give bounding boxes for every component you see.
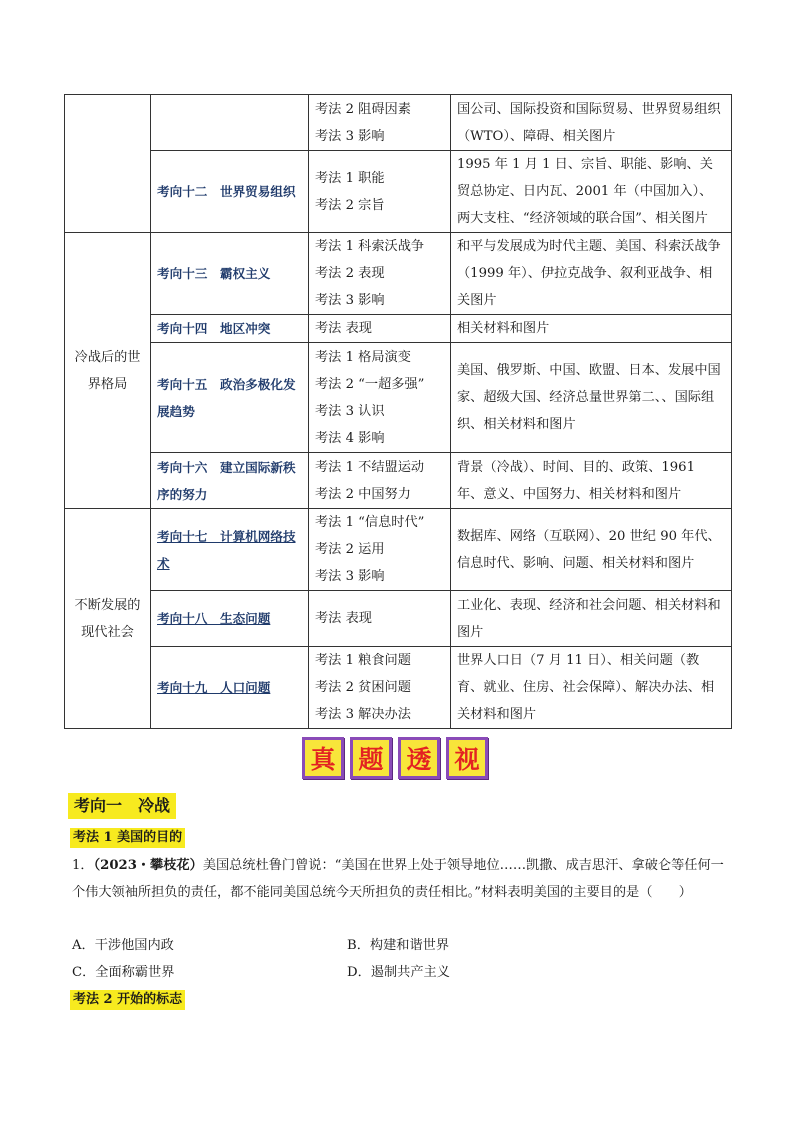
zhenti-toushi-banner xyxy=(302,737,494,779)
banner-tile: 题 xyxy=(350,737,392,779)
content-cell: 世界人口日（7 月 11 日）、相关问题（教育、就业、住房、社会保障）、解决办法、相关材料和图片 xyxy=(451,647,732,729)
banner-tile: 视 xyxy=(446,737,488,779)
methods-cell: 考法 1 粮食问题 考法 2 贫困问题 考法 3 解决办法 xyxy=(309,647,451,729)
direction-cell: 考向十四 地区冲突 xyxy=(151,315,309,343)
question-stem xyxy=(72,852,732,906)
table-row xyxy=(65,343,732,453)
methods-cell: 考法 1 科索沃战争 考法 2 表现 考法 3 影响 xyxy=(309,233,451,315)
section-cell xyxy=(65,95,151,233)
option-c[interactable]: C．全面称霸世界 xyxy=(72,965,175,980)
methods-cell: 考法 1 “信息时代” 考法 2 运用 考法 3 影响 xyxy=(309,509,451,591)
section-cell: 冷战后的世界格局 xyxy=(65,233,151,509)
option-d[interactable]: D．遏制共产主义 xyxy=(347,965,450,980)
table-row xyxy=(65,453,732,509)
content-cell: 背景（冷战）、时间、目的、政策、1961 年、意义、中国努力、相关材料和图片 xyxy=(451,453,732,509)
question-text: 美国总统杜鲁门曾说：“美国在世界上处于领导地位……凯撒、成吉思汗、拿破仑等任何一个伟大领袖所担负的责任，都不能同美国总统今天所担负的责任相比。”材料表明美国的主要目的是（ ） xyxy=(72,858,724,900)
table-row xyxy=(65,647,732,729)
direction-link[interactable]: 考向十七 计算机网络技术 xyxy=(151,509,309,591)
direction-cell xyxy=(151,95,309,151)
table-row xyxy=(65,509,732,591)
method-heading: 考法 1 美国的目的 xyxy=(70,828,185,848)
table-row xyxy=(65,315,732,343)
table-row xyxy=(65,151,732,233)
question-source: （2023・攀枝花） xyxy=(93,858,203,873)
banner-tile: 真 xyxy=(302,737,344,779)
table-row xyxy=(65,233,732,315)
table-row xyxy=(65,95,732,151)
methods-cell: 考法 1 职能 考法 2 宗旨 xyxy=(309,151,451,233)
direction-link[interactable]: 考向十八 生态问题 xyxy=(151,591,309,647)
methods-cell: 考法 表现 xyxy=(309,315,451,343)
banner-tile: 透 xyxy=(398,737,440,779)
content-cell: 相关材料和图片 xyxy=(451,315,732,343)
direction-heading: 考向一 冷战 xyxy=(68,793,176,819)
review-outline-table xyxy=(64,94,732,729)
direction-cell: 考向十五 政治多极化发展趋势 xyxy=(151,343,309,453)
option-a[interactable]: A．干涉他国内政 xyxy=(72,938,174,953)
content-cell: 和平与发展成为时代主题、美国、科索沃战争（1999 年）、伊拉克战争、叙利亚战争、相关图片 xyxy=(451,233,732,315)
method-heading: 考法 2 开始的标志 xyxy=(70,990,185,1010)
direction-cell: 考向十三 霸权主义 xyxy=(151,233,309,315)
content-cell: 工业化、表现、经济和社会问题、相关材料和图片 xyxy=(451,591,732,647)
section-cell: 不断发展的现代社会 xyxy=(65,509,151,729)
question-number: 1． xyxy=(72,858,94,873)
direction-link[interactable]: 考向十九 人口问题 xyxy=(151,647,309,729)
content-cell: 1995 年 1 月 1 日、宗旨、职能、影响、关贸总协定、日内瓦、2001 年（中国加入）、两大支柱、“经济领域的联合国”、相关图片 xyxy=(451,151,732,233)
table-row xyxy=(65,591,732,647)
content-cell: 国公司、国际投资和国际贸易、世界贸易组织（WTO）、障碍、相关图片 xyxy=(451,95,732,151)
methods-cell: 考法 2 阻碍因素 考法 3 影响 xyxy=(309,95,451,151)
direction-cell: 考向十六 建立国际新秩序的努力 xyxy=(151,453,309,509)
methods-cell: 考法 1 格局演变 考法 2 “一超多强” 考法 3 认识 考法 4 影响 xyxy=(309,343,451,453)
direction-cell: 考向十二 世界贸易组织 xyxy=(151,151,309,233)
methods-cell: 考法 1 不结盟运动 考法 2 中国努力 xyxy=(309,453,451,509)
content-cell: 数据库、网络（互联网）、20 世纪 90 年代、信息时代、影响、问题、相关材料和图片 xyxy=(451,509,732,591)
methods-cell: 考法 表现 xyxy=(309,591,451,647)
content-cell: 美国、俄罗斯、中国、欧盟、日本、发展中国家、超级大国、经济总量世界第二、、国际组织、相关材料和图片 xyxy=(451,343,732,453)
option-b[interactable]: B．构建和谐世界 xyxy=(347,938,450,953)
